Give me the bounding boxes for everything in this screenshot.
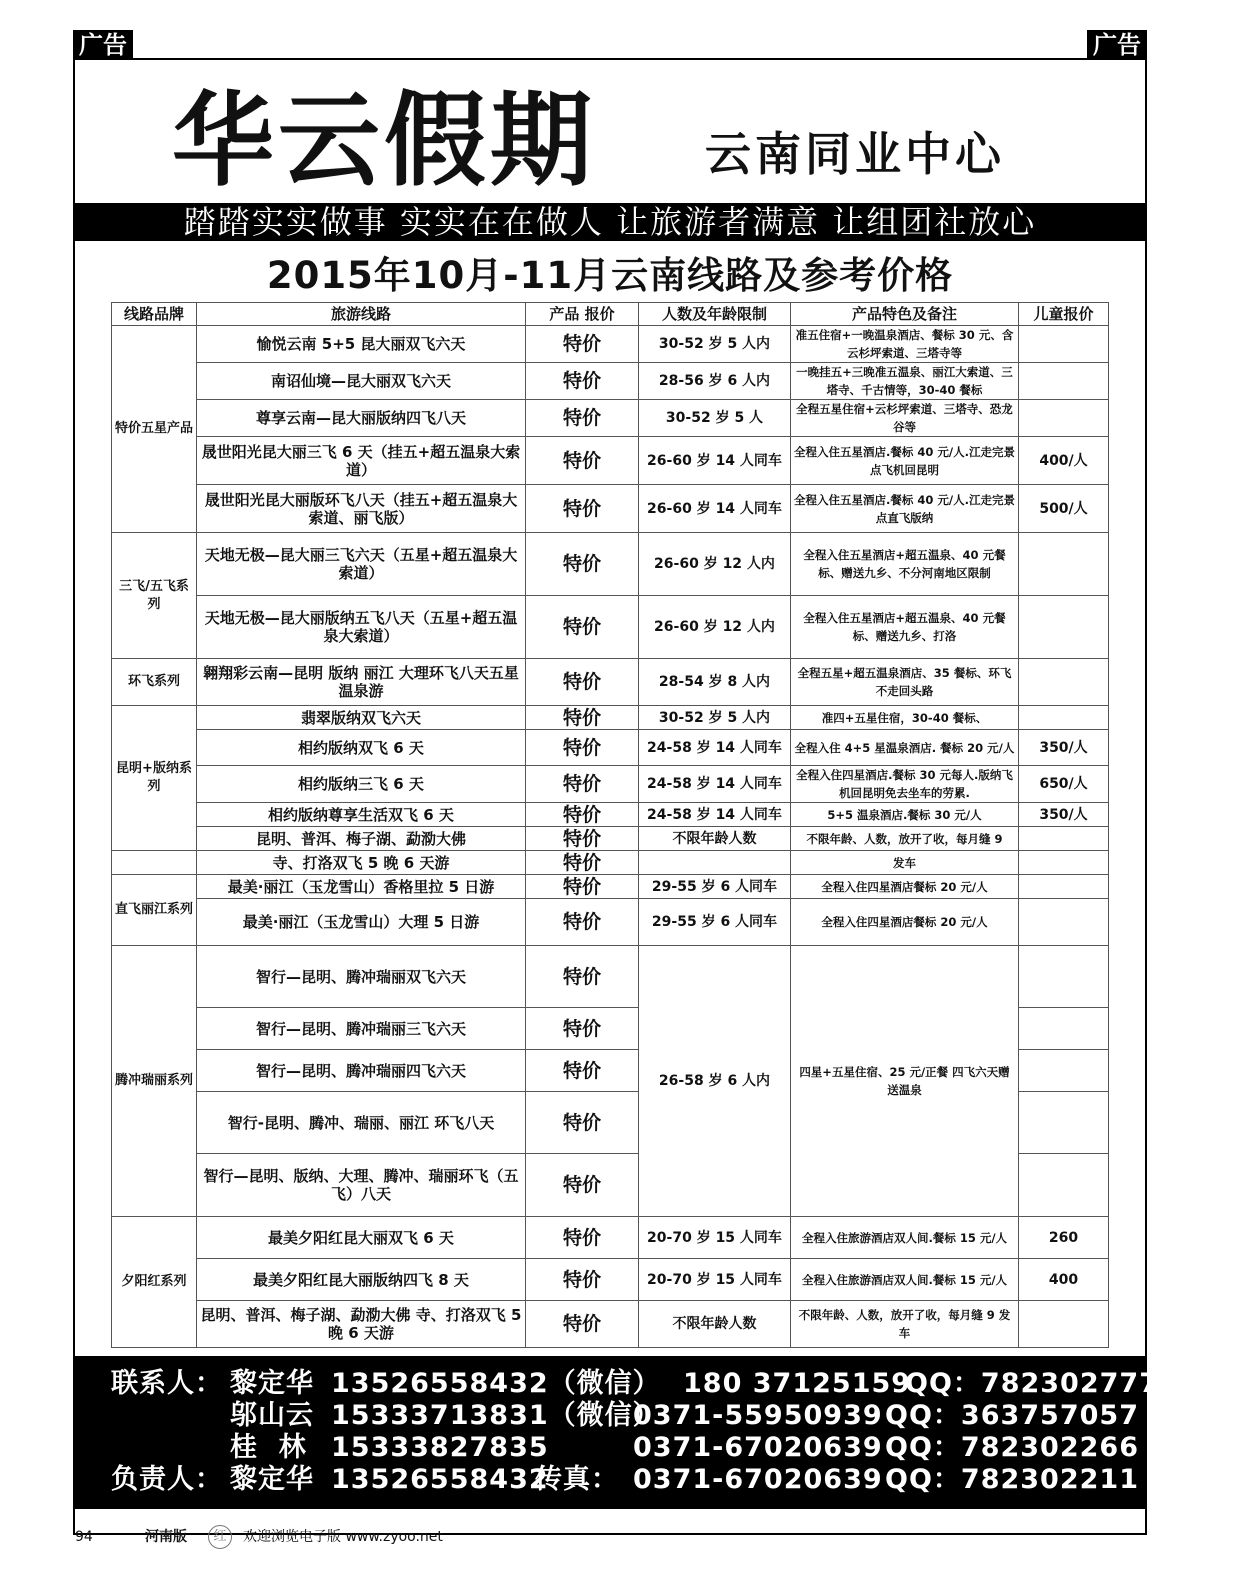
child-price — [1019, 1050, 1109, 1092]
feature-note: 全程五星+超五温泉酒店、35 餐标、环飞不走回头路 — [791, 659, 1019, 706]
route-name: 昆明、普洱、梅子湖、勐泐大佛 寺、打洛双飞 5 晚 6 天游 — [197, 1301, 526, 1348]
route-name: 相约版纳尊享生活双飞 6 天 — [197, 803, 526, 827]
route-name: 智行—昆明、腾冲瑞丽三飞六天 — [197, 1008, 526, 1050]
contact-qq: QQ：782302211 — [885, 1464, 1139, 1495]
footer-website-text[interactable]: 欢迎浏览电子版 www.zyoo.net — [243, 1529, 443, 1545]
page-number: 94 — [75, 1529, 93, 1545]
contact-mobile: 15333713831（微信） — [331, 1400, 661, 1431]
route-name: 最美·丽江（玉龙雪山）香格里拉 5 日游 — [197, 875, 526, 899]
feature-note: 全程入住四星酒店.餐标 30 元每人.版纳飞机回昆明免去坐车的劳累. — [791, 766, 1019, 803]
routes-table — [111, 302, 1109, 1348]
price-cell: 特价 — [526, 1217, 639, 1259]
contact-phone: 0371-55950939 — [633, 1400, 883, 1431]
route-name: 智行—昆明、版纳、大理、腾冲、瑞丽环飞（五飞）八天 — [197, 1154, 526, 1217]
brand-group-label-empty — [112, 851, 197, 875]
people-limit: 30-52 岁 5 人内 — [639, 326, 791, 363]
child-price — [1019, 1008, 1109, 1050]
price-cell: 特价 — [526, 363, 639, 400]
price-cell: 特价 — [526, 730, 639, 766]
price-cell: 特价 — [526, 437, 639, 485]
people-limit: 不限年龄人数 — [639, 1301, 791, 1348]
price-cell: 特价 — [526, 706, 639, 730]
feature-note: 全程入住五星酒店.餐标 40 元/人.江走完景点飞机回昆明 — [791, 437, 1019, 485]
child-price: 400/人 — [1019, 437, 1109, 485]
brand-group-label: 昆明+版纳系列 — [112, 706, 197, 851]
brand-group-label: 直飞丽江系列 — [112, 875, 197, 946]
route-name: 南诏仙境—昆大丽双飞六天 — [197, 363, 526, 400]
route-name: 翡翠版纳双飞六天 — [197, 706, 526, 730]
child-price — [1019, 400, 1109, 437]
people-limit: 30-52 岁 5 人 — [639, 400, 791, 437]
price-cell: 特价 — [526, 766, 639, 803]
ad-label-left: 广告 — [73, 30, 133, 60]
people-limit: 24-58 岁 14 人同车 — [639, 803, 791, 827]
table-row — [112, 827, 1109, 851]
feature-note: 全程入住五星酒店+超五温泉、40 元餐标、赠送九乡、打洛 — [791, 596, 1019, 659]
header-people: 人数及年龄限制 — [639, 303, 791, 326]
feature-note: 准四+五星住宿，30-40 餐标、 — [791, 706, 1019, 730]
contact-name: 邬山云 — [230, 1400, 314, 1431]
table-row — [112, 533, 1109, 596]
people-limit: 26-58 岁 6 人内 — [639, 946, 791, 1217]
people-limit: 29-55 岁 6 人同车 — [639, 875, 791, 899]
price-cell: 特价 — [526, 803, 639, 827]
people-limit — [639, 851, 791, 875]
feature-note: 四星+五星住宿、25 元/正餐 四飞六天赠送温泉 — [791, 946, 1019, 1217]
publisher-logo-icon: 红 — [208, 1525, 232, 1549]
feature-note: 准五住宿+一晚温泉酒店、餐标 30 元、含云杉坪索道、三塔寺等 — [791, 326, 1019, 363]
child-price: 500/人 — [1019, 485, 1109, 533]
feature-note: 全程入住旅游酒店双人间.餐标 15 元/人 — [791, 1217, 1019, 1259]
table-row — [112, 875, 1109, 899]
contact-fax: 0371-67020639 — [633, 1464, 883, 1495]
price-cell: 特价 — [526, 485, 639, 533]
price-cell: 特价 — [526, 1008, 639, 1050]
child-price — [1019, 326, 1109, 363]
people-limit: 24-58 岁 14 人同车 — [639, 766, 791, 803]
price-cell: 特价 — [526, 1301, 639, 1348]
slogan-bar: 踏踏实实做事 实实在在做人 让旅游者满意 让组团社放心 — [73, 203, 1147, 241]
price-cell: 特价 — [526, 659, 639, 706]
route-name: 晟世阳光昆大丽版环飞八天（挂五+超五温泉大索道、丽飞版） — [197, 485, 526, 533]
contact-row-2 — [73, 1400, 1147, 1432]
brand-subtitle: 云南同业中心 — [705, 127, 1005, 181]
feature-note: 全程入住旅游酒店双人间.餐标 15 元/人 — [791, 1259, 1019, 1301]
people-limit: 26-60 岁 12 人内 — [639, 533, 791, 596]
price-cell: 特价 — [526, 400, 639, 437]
route-name: 智行—昆明、腾冲瑞丽四飞六天 — [197, 1050, 526, 1092]
header-brand: 线路品牌 — [112, 303, 197, 326]
brand-group-label: 腾冲瑞丽系列 — [112, 946, 197, 1217]
feature-note: 全程入住四星酒店餐标 20 元/人 — [791, 899, 1019, 946]
table-row — [112, 485, 1109, 533]
brand-title: 华云假期 — [172, 82, 596, 201]
price-cell: 特价 — [526, 875, 639, 899]
contact-qq: QQ：363757057 — [885, 1400, 1139, 1431]
feature-note: 全程入住五星酒店.餐标 40 元/人.江走完景点直飞版纳 — [791, 485, 1019, 533]
route-name: 相约版纳双飞 6 天 — [197, 730, 526, 766]
table-row — [112, 437, 1109, 485]
header-price: 产品 报价 — [526, 303, 639, 326]
route-name: 天地无极—昆大丽三飞六天（五星+超五温泉大索道） — [197, 533, 526, 596]
people-limit: 29-55 岁 6 人同车 — [639, 899, 791, 946]
people-limit: 28-56 岁 6 人内 — [639, 363, 791, 400]
header-child-price: 儿童报价 — [1019, 303, 1109, 326]
table-header-row — [112, 303, 1109, 326]
table-row — [112, 946, 1109, 1008]
route-name: 尊享云南—昆大丽版纳四飞八天 — [197, 400, 526, 437]
table-row — [112, 363, 1109, 400]
route-name: 昆明、普洱、梅子湖、勐泐大佛 — [197, 827, 526, 851]
route-name: 天地无极—昆大丽版纳五飞八天（五星+超五温泉大索道） — [197, 596, 526, 659]
child-price — [1019, 899, 1109, 946]
table-row — [112, 730, 1109, 766]
table-row — [112, 766, 1109, 803]
contact-mobile: 15333827835 — [331, 1432, 549, 1463]
contact-mobile: 13526558432（微信） — [331, 1368, 661, 1399]
child-price — [1019, 706, 1109, 730]
route-name: 最美夕阳红昆大丽版纳四飞 8 天 — [197, 1259, 526, 1301]
contact-row-4 — [73, 1464, 1147, 1496]
brand-group-label: 三飞/五飞系列 — [112, 533, 197, 659]
route-name: 愉悦云南 5+5 昆大丽双飞六天 — [197, 326, 526, 363]
child-price — [1019, 1154, 1109, 1217]
people-limit: 26-60 岁 14 人同车 — [639, 485, 791, 533]
price-cell: 特价 — [526, 827, 639, 851]
brand-group-label: 夕阳红系列 — [112, 1217, 197, 1348]
child-price — [1019, 533, 1109, 596]
contact-name: 桂 林 — [230, 1432, 307, 1463]
people-limit: 26-60 岁 14 人同车 — [639, 437, 791, 485]
brand-group-label: 环飞系列 — [112, 659, 197, 706]
contact-phone: 180 37125159 — [683, 1368, 912, 1399]
child-price — [1019, 946, 1109, 1008]
edition-label: 河南版 — [145, 1529, 187, 1545]
price-cell: 特价 — [526, 596, 639, 659]
table-row — [112, 326, 1109, 363]
route-name: 翱翔彩云南—昆明 版纳 丽江 大理环飞八天五星温泉游 — [197, 659, 526, 706]
contact-phone: 0371-67020639 — [633, 1432, 883, 1463]
contact-label: 联系人： — [111, 1368, 223, 1399]
price-cell: 特价 — [526, 1259, 639, 1301]
manager-label: 负责人： — [111, 1464, 223, 1495]
price-cell: 特价 — [526, 1092, 639, 1154]
people-limit: 不限年龄人数 — [639, 827, 791, 851]
route-name: 晟世阳光昆大丽三飞 6 天（挂五+超五温泉大索道） — [197, 437, 526, 485]
route-name: 智行-昆明、腾冲、瑞丽、丽江 环飞八天 — [197, 1092, 526, 1154]
ad-label-right: 广告 — [1087, 30, 1147, 60]
contact-panel — [73, 1356, 1159, 1509]
route-name: 最美夕阳红昆大丽双飞 6 天 — [197, 1217, 526, 1259]
price-cell: 特价 — [526, 899, 639, 946]
feature-note: 全程五星住宿+云杉坪索道、三塔寺、恐龙谷等 — [791, 400, 1019, 437]
child-price — [1019, 851, 1109, 875]
people-limit: 20-70 岁 15 人同车 — [639, 1259, 791, 1301]
table-row — [112, 1301, 1109, 1348]
table-row — [112, 899, 1109, 946]
people-limit: 26-60 岁 12 人内 — [639, 596, 791, 659]
table-row — [112, 1217, 1109, 1259]
contact-qq: QQ：782302777 — [905, 1368, 1159, 1399]
header-feature: 产品特色及备注 — [791, 303, 1019, 326]
contact-name: 黎定华 — [230, 1368, 314, 1399]
child-price: 260 — [1019, 1217, 1109, 1259]
child-price — [1019, 827, 1109, 851]
route-name: 智行—昆明、腾冲瑞丽双飞六天 — [197, 946, 526, 1008]
table-row — [112, 706, 1109, 730]
price-cell: 特价 — [526, 533, 639, 596]
table-row — [112, 1259, 1109, 1301]
child-price — [1019, 1092, 1109, 1154]
feature-note: 不限年龄、人数，放开了收，每月缝 9 发车 — [791, 1301, 1019, 1348]
feature-note: 全程入住五星酒店+超五温泉、40 元餐标、赠送九乡、不分河南地区限制 — [791, 533, 1019, 596]
brand-group-label: 特价五星产品 — [112, 326, 197, 533]
table-row — [112, 803, 1109, 827]
child-price — [1019, 659, 1109, 706]
page-footer — [75, 1519, 575, 1555]
feature-note: 5+5 温泉酒店.餐标 30 元/人 — [791, 803, 1019, 827]
price-cell: 特价 — [526, 1050, 639, 1092]
feature-note: 不限年龄、人数，放开了收，每月缝 9 — [791, 827, 1019, 851]
feature-note: 全程入住四星酒店餐标 20 元/人 — [791, 875, 1019, 899]
price-cell: 特价 — [526, 326, 639, 363]
child-price — [1019, 875, 1109, 899]
people-limit: 20-70 岁 15 人同车 — [639, 1217, 791, 1259]
feature-note: 全程入住 4+5 星温泉酒店. 餐标 20 元/人 — [791, 730, 1019, 766]
price-cell: 特价 — [526, 946, 639, 1008]
feature-note: 一晚挂五+三晚准五温泉、丽江大索道、三塔寺、千古情等，30-40 餐标 — [791, 363, 1019, 400]
child-price: 650/人 — [1019, 766, 1109, 803]
route-name: 相约版纳三飞 6 天 — [197, 766, 526, 803]
table-row — [112, 659, 1109, 706]
route-name: 寺、打洛双飞 5 晚 6 天游 — [197, 851, 526, 875]
child-price: 350/人 — [1019, 730, 1109, 766]
page-title: 2015年10月-11月云南线路及参考价格 — [266, 254, 954, 297]
child-price: 400 — [1019, 1259, 1109, 1301]
feature-note: 发车 — [791, 851, 1019, 875]
contact-qq: QQ：782302266 — [885, 1432, 1139, 1463]
contact-row-1 — [73, 1368, 1159, 1400]
people-limit: 24-58 岁 14 人同车 — [639, 730, 791, 766]
route-name: 最美·丽江（玉龙雪山）大理 5 日游 — [197, 899, 526, 946]
table-row — [112, 596, 1109, 659]
header-route: 旅游线路 — [197, 303, 526, 326]
price-cell: 特价 — [526, 851, 639, 875]
child-price — [1019, 596, 1109, 659]
contact-mobile: 13526558432 — [331, 1464, 549, 1495]
child-price — [1019, 1301, 1109, 1348]
fax-label: 传真： — [535, 1464, 619, 1495]
table-row — [112, 851, 1109, 875]
people-limit: 30-52 岁 5 人内 — [639, 706, 791, 730]
people-limit: 28-54 岁 8 人内 — [639, 659, 791, 706]
table-row — [112, 400, 1109, 437]
contact-row-3 — [73, 1432, 1147, 1464]
child-price — [1019, 363, 1109, 400]
child-price: 350/人 — [1019, 803, 1109, 827]
contact-name: 黎定华 — [230, 1464, 314, 1495]
price-cell: 特价 — [526, 1154, 639, 1217]
